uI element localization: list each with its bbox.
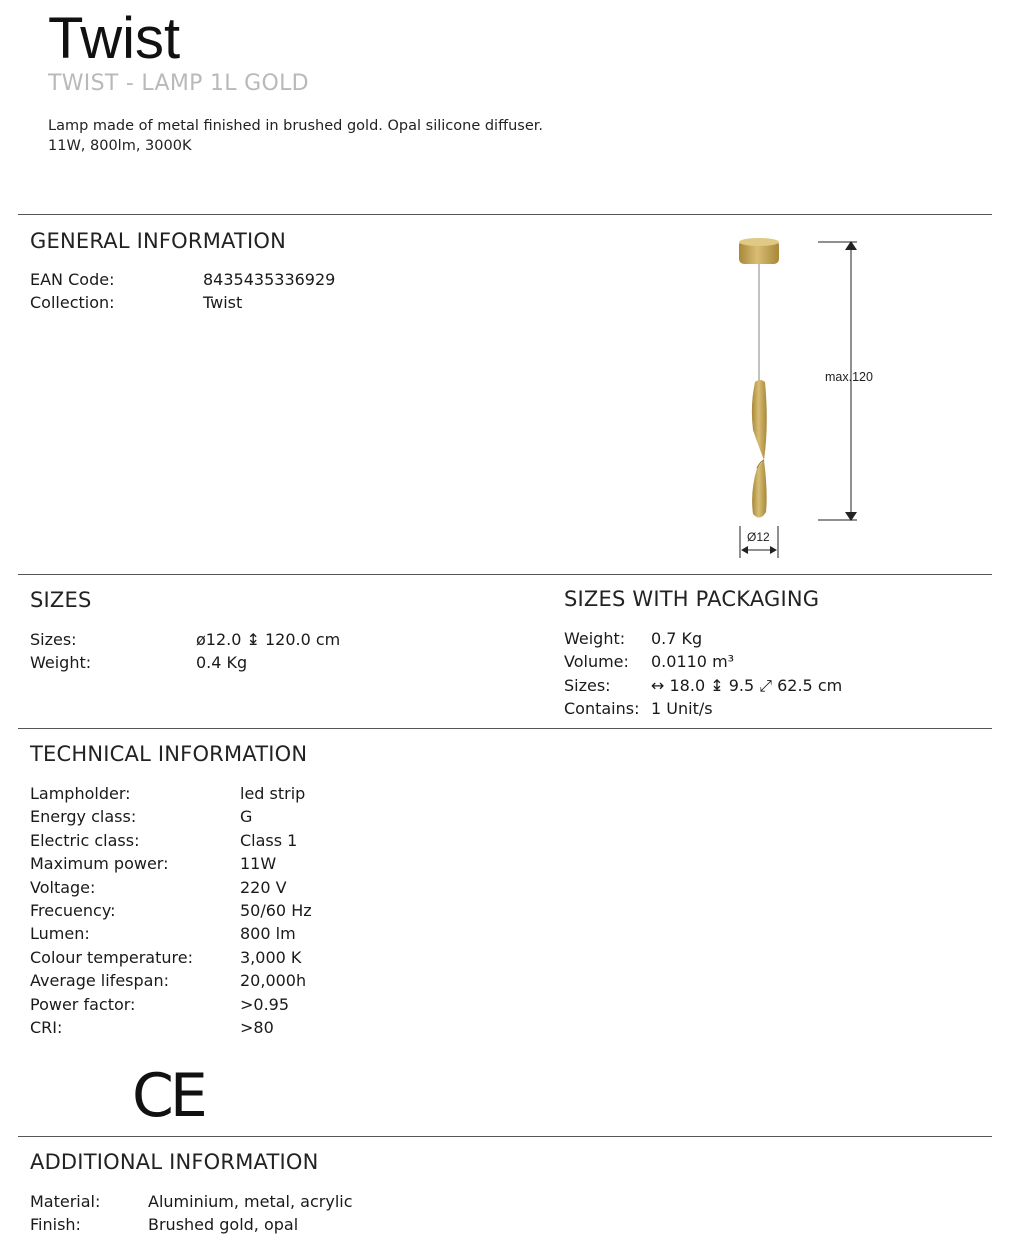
info-label: Weight: bbox=[564, 629, 626, 648]
info-value: G bbox=[240, 807, 253, 827]
twisted-lamp-body bbox=[752, 380, 767, 518]
info-row bbox=[30, 268, 335, 291]
info-label: Energy class: bbox=[30, 807, 137, 827]
ce-mark-logo: CE bbox=[132, 1061, 204, 1131]
additional-list bbox=[30, 1190, 353, 1237]
info-label: Electric class: bbox=[30, 830, 140, 850]
info-value: ø12.0 ↨ 120.0 cm bbox=[196, 630, 341, 649]
info-row bbox=[564, 674, 842, 697]
info-value: Aluminium, metal, acrylic bbox=[148, 1192, 353, 1211]
info-value: >80 bbox=[240, 1018, 274, 1038]
info-value: led strip bbox=[240, 784, 306, 803]
height-label: max.120 bbox=[825, 370, 873, 384]
info-label: Sizes: bbox=[30, 630, 77, 649]
section-divider bbox=[18, 1136, 992, 1137]
info-row bbox=[30, 651, 340, 674]
info-row bbox=[30, 899, 312, 922]
info-row bbox=[30, 829, 312, 852]
product-description bbox=[48, 116, 543, 156]
ceiling-canopy bbox=[739, 238, 779, 264]
info-row bbox=[30, 628, 340, 651]
info-value: 1 Unit/s bbox=[651, 699, 713, 719]
info-row bbox=[30, 1190, 353, 1213]
info-value: ↔ 18.0 ↨ 9.5 ⤢ 62.5 cm bbox=[651, 675, 843, 695]
info-row bbox=[30, 1213, 353, 1236]
info-label: Lumen: bbox=[30, 924, 90, 944]
info-row bbox=[30, 876, 312, 899]
info-value: 8435435336929 bbox=[203, 270, 336, 289]
sizes-heading: SIZES bbox=[30, 588, 92, 612]
info-value: Class 1 bbox=[240, 830, 298, 850]
info-row bbox=[564, 650, 842, 673]
info-label: Lampholder: bbox=[30, 784, 131, 803]
info-value: >0.95 bbox=[240, 994, 290, 1014]
info-row bbox=[30, 291, 335, 314]
additional-heading: ADDITIONAL INFORMATION bbox=[30, 1150, 319, 1174]
info-label: Maximum power: bbox=[30, 854, 169, 874]
info-label: Volume: bbox=[564, 652, 629, 672]
section-divider bbox=[18, 574, 992, 575]
info-row bbox=[564, 697, 842, 720]
section-divider bbox=[18, 728, 992, 729]
info-value: 50/60 Hz bbox=[240, 901, 312, 921]
info-row bbox=[30, 993, 312, 1016]
info-value: 0.7 Kg bbox=[651, 629, 703, 648]
info-row bbox=[30, 946, 312, 969]
info-row bbox=[30, 969, 312, 992]
info-label: Finish: bbox=[30, 1215, 81, 1235]
product-title: Twist bbox=[48, 6, 181, 71]
info-value: 11W bbox=[240, 854, 277, 874]
info-value: 0.4 Kg bbox=[196, 653, 248, 673]
info-label: Frecuency: bbox=[30, 901, 116, 921]
info-label: Weight: bbox=[30, 653, 92, 673]
product-subtitle: TWIST - LAMP 1L GOLD bbox=[48, 71, 309, 96]
technical-heading: TECHNICAL INFORMATION bbox=[30, 742, 308, 766]
info-label: Power factor: bbox=[30, 994, 136, 1014]
description-line-1: Lamp made of metal finished in brushed gold. Opal silicone diffuser. bbox=[48, 118, 543, 134]
info-row bbox=[30, 852, 312, 875]
info-value: Twist bbox=[203, 293, 243, 313]
info-value: Brushed gold, opal bbox=[148, 1215, 299, 1235]
info-label: Average lifespan: bbox=[30, 971, 169, 991]
info-label: CRI: bbox=[30, 1018, 63, 1038]
info-label: Colour temperature: bbox=[30, 947, 193, 967]
info-label: Material: bbox=[30, 1192, 101, 1211]
packaging-list bbox=[564, 627, 842, 721]
info-label: Voltage: bbox=[30, 877, 96, 897]
packaging-heading: SIZES WITH PACKAGING bbox=[564, 587, 820, 611]
info-row bbox=[564, 627, 842, 650]
info-label: Sizes: bbox=[564, 675, 611, 695]
general-info-list bbox=[30, 268, 335, 315]
info-row bbox=[30, 782, 312, 805]
info-value: 220 V bbox=[240, 877, 287, 897]
general-info-heading: GENERAL INFORMATION bbox=[30, 229, 287, 253]
info-label: EAN Code: bbox=[30, 270, 115, 289]
info-value: 20,000h bbox=[240, 971, 307, 991]
technical-list bbox=[30, 782, 312, 1039]
info-value: 3,000 K bbox=[240, 947, 302, 967]
info-value: 0.0110 m³ bbox=[651, 652, 735, 672]
description-line-2: 11W, 800lm, 3000K bbox=[48, 138, 192, 154]
info-row bbox=[30, 922, 312, 945]
sizes-list bbox=[30, 628, 340, 675]
diameter-label: Ø12 bbox=[747, 530, 770, 544]
lamp-dimension-drawing bbox=[720, 230, 900, 560]
info-label: Contains: bbox=[564, 699, 640, 719]
info-row bbox=[30, 1016, 312, 1039]
info-value: 800 lm bbox=[240, 924, 296, 944]
section-divider bbox=[18, 214, 992, 215]
info-label: Collection: bbox=[30, 293, 115, 313]
info-row bbox=[30, 805, 312, 828]
